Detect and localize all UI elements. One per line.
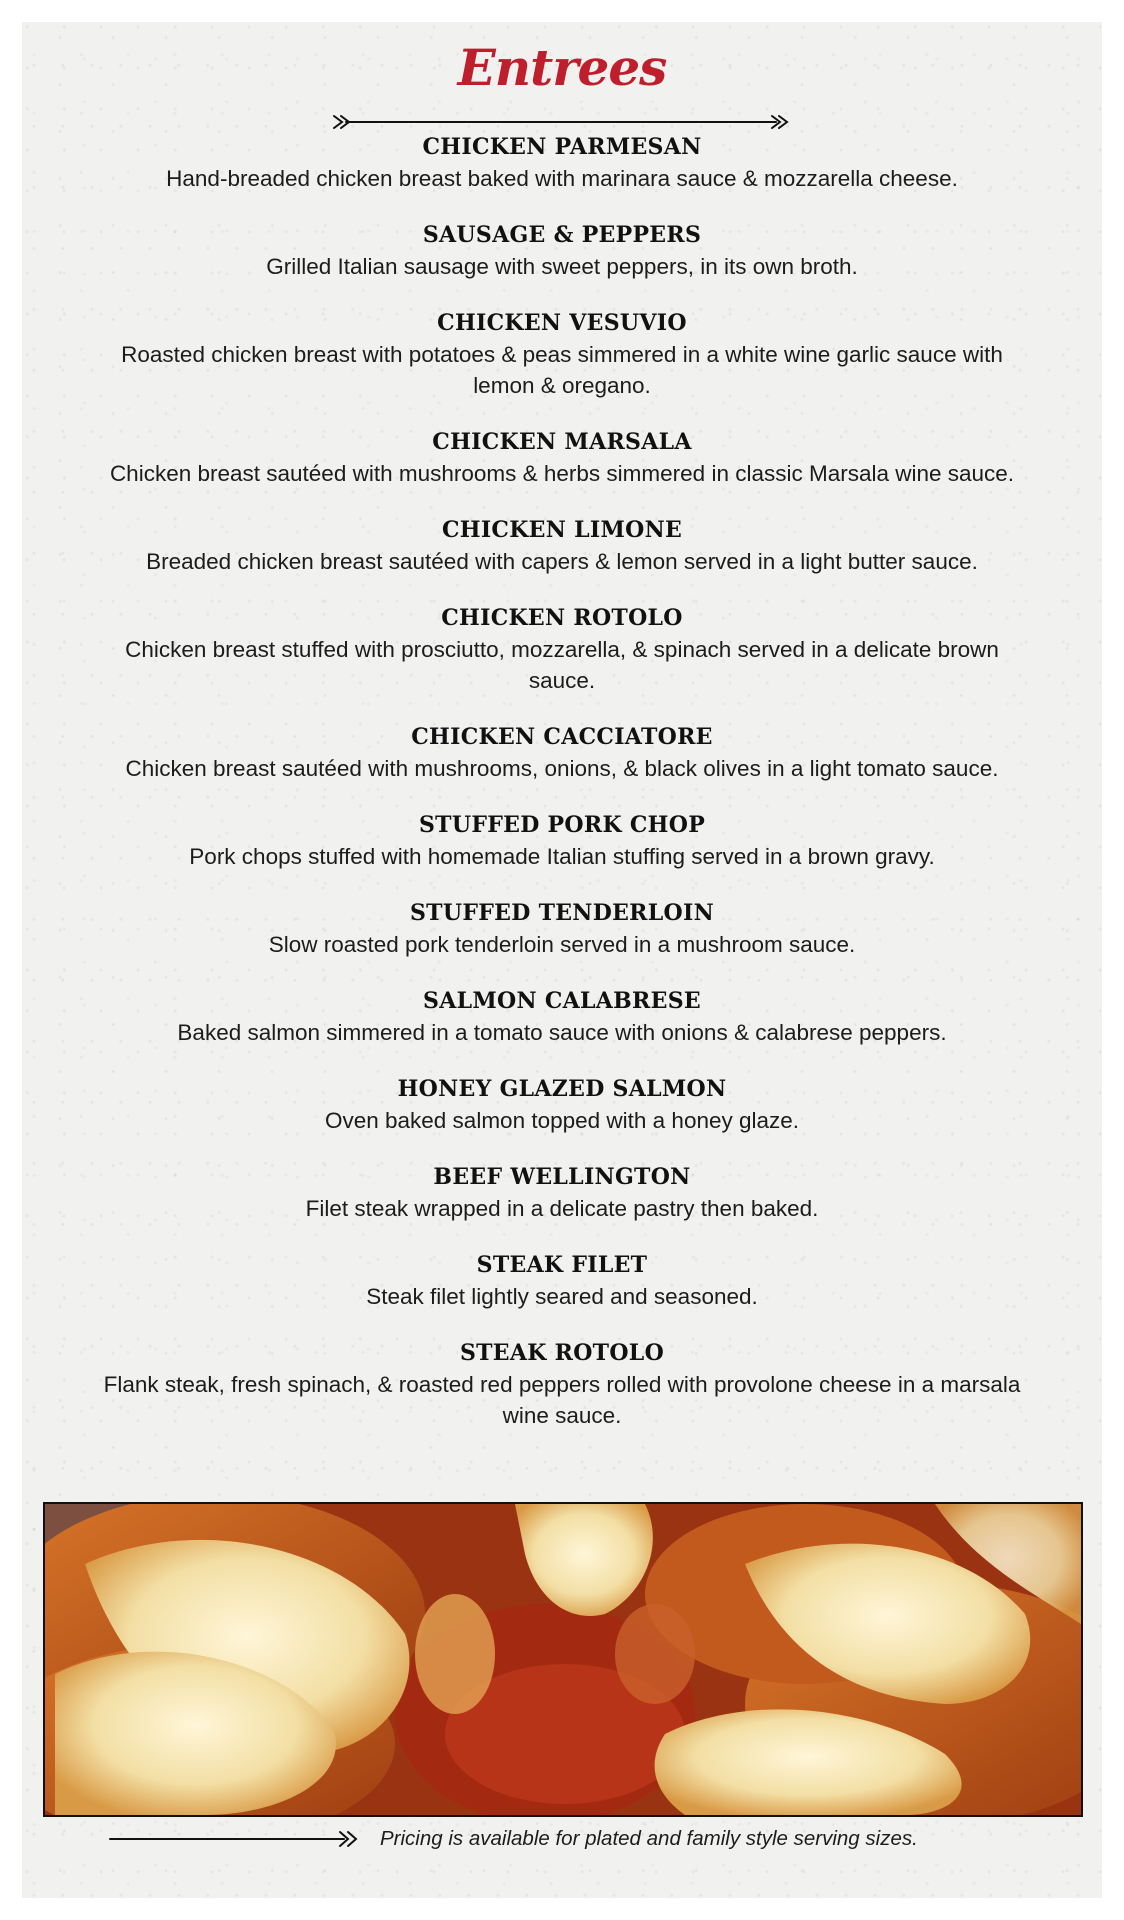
menu-item-name: STEAK ROTOLO — [459, 1340, 665, 1366]
menu-item-description: Baked salmon simmered in a tomato sauce with onions & calabrese peppers. — [177, 1020, 947, 1045]
menu-item — [90, 307, 1034, 401]
menu-item-name: STUFFED PORK CHOP — [418, 812, 706, 838]
menu-item-name: CHICKEN MARSALA — [432, 429, 692, 455]
menu-item-description: Slow roasted pork tenderloin served in a mushroom sauce. — [268, 932, 856, 957]
menu-item — [90, 514, 1034, 577]
arrow-right-icon — [108, 1828, 360, 1850]
menu-item — [90, 131, 1034, 194]
menu-item — [90, 809, 1034, 872]
menu-item-name: SAUSAGE & PEPPERS — [422, 222, 702, 248]
menu-item — [90, 985, 1034, 1048]
menu-item-name: CHICKEN VESUVIO — [437, 310, 687, 336]
menu-item-name: CHICKEN PARMESAN — [422, 134, 702, 160]
menu-item — [90, 602, 1034, 696]
menu-item-name: CHICKEN CACCIATORE — [411, 724, 713, 750]
pricing-note: Pricing is available for plated and family style serving sizes. — [380, 1827, 918, 1850]
menu-item — [90, 426, 1034, 489]
menu-item-name: STEAK FILET — [476, 1252, 648, 1278]
menu-item-name: SALMON CALABRESE — [423, 988, 701, 1014]
entree-list — [90, 131, 1034, 1456]
arrow-divider-icon — [332, 112, 792, 132]
menu-item-description: Chicken breast sautéed with mushrooms, onions, & black olives in a light tomato sauce. — [125, 756, 999, 781]
menu-item — [90, 1073, 1034, 1136]
menu-item-description: Filet steak wrapped in a delicate pastry then baked. — [305, 1196, 819, 1221]
menu-item-description: Oven baked salmon topped with a honey glaze. — [324, 1108, 800, 1133]
menu-item-description: Steak filet lightly seared and seasoned. — [366, 1284, 758, 1309]
menu-item-description: Pork chops stuffed with homemade Italian stuffing served in a brown gravy. — [189, 844, 935, 869]
menu-item-name: CHICKEN LIMONE — [441, 517, 683, 543]
chicken-parmesan-photo — [43, 1502, 1083, 1817]
menu-item-description: Breaded chicken breast sautéed with capers & lemon served in a light butter sauce. — [146, 549, 978, 574]
menu-item-name: CHICKEN ROTOLO — [441, 605, 683, 631]
menu-item — [90, 721, 1034, 784]
menu-item-name: BEEF WELLINGTON — [433, 1164, 691, 1190]
menu-item-name: STUFFED TENDERLOIN — [409, 900, 714, 926]
menu-item-name: HONEY GLAZED SALMON — [397, 1076, 727, 1102]
menu-item — [90, 219, 1034, 282]
menu-item-description: Chicken breast stuffed with prosciutto, mozzarella, & spinach served in a delicate brown sauce. — [125, 637, 999, 693]
page-title: Entrees — [457, 38, 667, 97]
menu-item-description: Grilled Italian sausage with sweet peppers, in its own broth. — [266, 254, 858, 279]
menu-item-description: Chicken breast sautéed with mushrooms & herbs simmered in classic Marsala wine sauce. — [109, 461, 1015, 486]
menu-item-description: Hand-breaded chicken breast baked with marinara sauce & mozzarella cheese. — [166, 166, 958, 191]
menu-item — [90, 897, 1034, 960]
menu-item — [90, 1161, 1034, 1224]
menu-item — [90, 1249, 1034, 1312]
menu-item — [90, 1337, 1034, 1431]
menu-item-description: Roasted chicken breast with potatoes & peas simmered in a white wine garlic sauce with lemon & oregano. — [121, 342, 1003, 398]
menu-item-description: Flank steak, fresh spinach, & roasted red peppers rolled with provolone cheese in a marsala wine sauce. — [103, 1372, 1021, 1428]
